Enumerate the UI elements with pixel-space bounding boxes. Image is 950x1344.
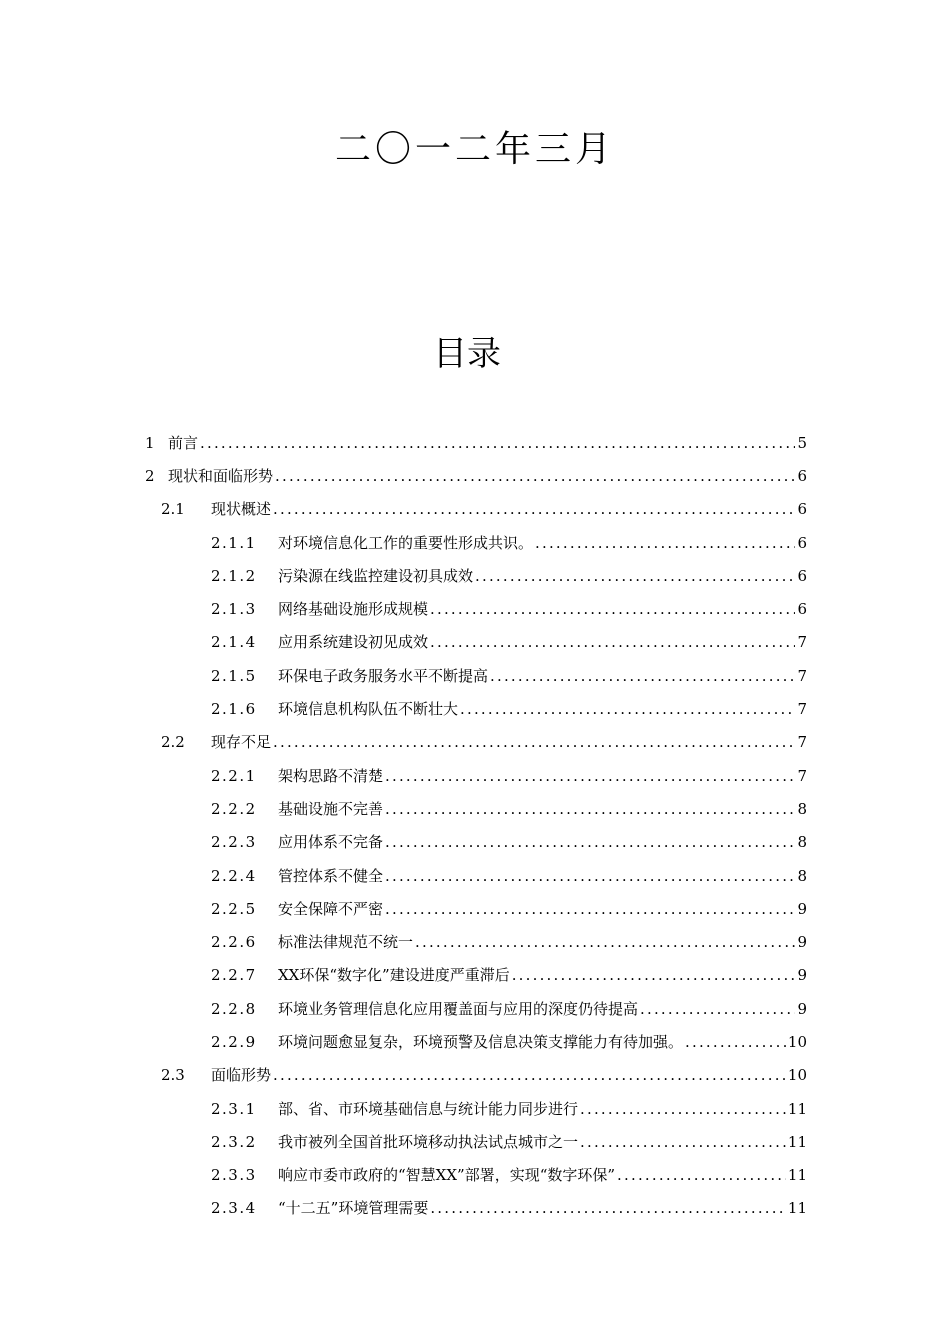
toc-entry-number: 2.2.3 bbox=[211, 833, 257, 852]
document-date: 二〇一二年三月 bbox=[334, 129, 615, 170]
toc-entry-line bbox=[168, 433, 807, 453]
toc-entry[interactable] bbox=[0, 1025, 950, 1058]
toc-entry-page: 7 bbox=[797, 733, 807, 752]
toc-entry-number: 2.3 bbox=[161, 1066, 185, 1085]
toc-entry-number: 2.2.2 bbox=[211, 799, 257, 818]
toc-entry-number: 2 bbox=[145, 466, 155, 485]
toc-entry-line bbox=[278, 899, 807, 919]
toc-dot-leader bbox=[385, 866, 795, 886]
toc-entry-page: 6 bbox=[797, 600, 807, 619]
toc-dot-leader bbox=[273, 732, 795, 752]
toc-entry-page: 6 bbox=[797, 466, 807, 485]
toc-entry[interactable] bbox=[0, 792, 950, 825]
toc-entry-line bbox=[168, 466, 807, 486]
toc-entry-number: 2.2.6 bbox=[211, 933, 257, 952]
toc-entry-line bbox=[278, 1099, 807, 1119]
toc-dot-leader bbox=[535, 533, 795, 553]
toc-entry-line bbox=[278, 1032, 807, 1052]
toc-entry-page: 7 bbox=[797, 666, 807, 685]
toc-entry-title: 污染源在线监控建设初具成效 bbox=[278, 566, 474, 585]
toc-entry-title: 环保电子政务服务水平不断提高 bbox=[278, 666, 489, 685]
toc-entry-page: 9 bbox=[797, 933, 807, 952]
table-of-contents bbox=[0, 426, 950, 1225]
toc-entry-title: 面临形势 bbox=[211, 1066, 272, 1085]
toc-entry-line bbox=[278, 632, 807, 652]
toc-entry-title: 部、省、市环境基础信息与统计能力同步进行 bbox=[278, 1099, 579, 1118]
toc-entry-title: “十二五”环境管理需要 bbox=[278, 1199, 429, 1218]
toc-entry-title: 现状概述 bbox=[211, 500, 272, 519]
toc-dot-leader bbox=[617, 1165, 786, 1185]
toc-entry-page: 9 bbox=[797, 899, 807, 918]
toc-entry[interactable] bbox=[0, 992, 950, 1025]
toc-entry-title: 基础设施不完善 bbox=[278, 799, 384, 818]
toc-entry-page: 11 bbox=[787, 1132, 807, 1151]
toc-entry-line bbox=[278, 1198, 807, 1218]
toc-entry[interactable] bbox=[0, 1125, 950, 1158]
toc-dot-leader bbox=[273, 499, 795, 519]
toc-entry-title: 网络基础设施形成规模 bbox=[278, 600, 429, 619]
toc-entry[interactable] bbox=[0, 859, 950, 892]
toc-entry[interactable] bbox=[0, 626, 950, 659]
toc-entry[interactable] bbox=[0, 426, 950, 459]
toc-entry-line bbox=[278, 599, 807, 619]
toc-dot-leader bbox=[430, 632, 795, 652]
toc-entry-title: 现状和面临形势 bbox=[168, 466, 274, 485]
toc-entry-title: XX环保“数字化”建设进度严重滞后 bbox=[278, 966, 510, 985]
toc-entry[interactable] bbox=[0, 559, 950, 592]
toc-entry-page: 7 bbox=[797, 766, 807, 785]
toc-entry-title: 对环境信息化工作的重要性形成共识。 bbox=[278, 533, 534, 552]
toc-entry-number: 2.3.4 bbox=[211, 1199, 257, 1218]
toc-dot-leader bbox=[685, 1032, 786, 1052]
toc-entry-number: 1 bbox=[145, 433, 155, 452]
toc-dot-leader bbox=[385, 899, 795, 919]
toc-entry-title: 管控体系不健全 bbox=[278, 866, 384, 885]
toc-entry-title: 环境业务管理信息化应用覆盖面与应用的深度仍待提高 bbox=[278, 999, 639, 1018]
toc-entry-page: 11 bbox=[787, 1099, 807, 1118]
toc-dot-leader bbox=[385, 832, 795, 852]
toc-dot-leader bbox=[460, 699, 795, 719]
toc-entry[interactable] bbox=[0, 1159, 950, 1192]
toc-dot-leader bbox=[640, 999, 795, 1019]
toc-entry[interactable] bbox=[0, 826, 950, 859]
toc-entry-line bbox=[211, 732, 807, 752]
toc-entry-number: 2.3.3 bbox=[211, 1166, 257, 1185]
toc-entry-page: 7 bbox=[797, 700, 807, 719]
toc-entry-title: 现存不足 bbox=[211, 733, 272, 752]
toc-dot-leader bbox=[430, 599, 795, 619]
toc-entry-line bbox=[278, 832, 807, 852]
toc-entry[interactable] bbox=[0, 526, 950, 559]
toc-entry-line bbox=[278, 999, 807, 1019]
toc-entry-title: 响应市委市政府的“智慧XX”部署，实现“数字环保” bbox=[278, 1166, 616, 1185]
toc-entry-number: 2.2.9 bbox=[211, 1032, 257, 1051]
toc-entry-page: 9 bbox=[797, 999, 807, 1018]
toc-entry[interactable] bbox=[0, 925, 950, 958]
toc-entry-number: 2.1 bbox=[161, 500, 185, 519]
toc-dot-leader bbox=[430, 1198, 786, 1218]
toc-entry[interactable] bbox=[0, 959, 950, 992]
toc-entry-page: 8 bbox=[797, 866, 807, 885]
toc-entry-title: 环境信息机构队伍不断壮大 bbox=[278, 700, 459, 719]
toc-entry-number: 2.1.5 bbox=[211, 666, 257, 685]
toc-entry-page: 9 bbox=[797, 966, 807, 985]
toc-entry[interactable] bbox=[0, 1192, 950, 1225]
toc-entry-number: 2.1.2 bbox=[211, 566, 257, 585]
toc-entry-title: 架构思路不清楚 bbox=[278, 766, 384, 785]
toc-dot-leader bbox=[580, 1099, 786, 1119]
toc-dot-leader bbox=[580, 1132, 786, 1152]
toc-entry-number: 2.2.5 bbox=[211, 899, 257, 918]
toc-entry-number: 2.3.1 bbox=[211, 1099, 257, 1118]
toc-entry-page: 11 bbox=[787, 1199, 807, 1218]
toc-entry[interactable] bbox=[0, 659, 950, 692]
toc-title: 目录 bbox=[433, 334, 501, 374]
toc-entry-line bbox=[278, 699, 807, 719]
toc-entry-line bbox=[278, 965, 807, 985]
toc-entry[interactable] bbox=[0, 592, 950, 625]
toc-dot-leader bbox=[512, 965, 796, 985]
toc-entry-line bbox=[278, 1165, 807, 1185]
toc-entry[interactable] bbox=[0, 1092, 950, 1125]
toc-entry-line bbox=[211, 499, 807, 519]
toc-entry-line bbox=[278, 766, 807, 786]
toc-entry[interactable] bbox=[0, 892, 950, 925]
toc-entry-number: 2.2.1 bbox=[211, 766, 257, 785]
toc-dot-leader bbox=[385, 766, 795, 786]
toc-entry-line bbox=[278, 566, 807, 586]
toc-entry-number: 2.2.4 bbox=[211, 866, 257, 885]
toc-entry-title: 标准法律规范不统一 bbox=[278, 933, 414, 952]
toc-entry-page: 8 bbox=[797, 799, 807, 818]
toc-entry[interactable] bbox=[0, 459, 950, 492]
toc-entry-number: 2.2.7 bbox=[211, 966, 257, 985]
toc-entry-page: 8 bbox=[797, 833, 807, 852]
toc-entry-line bbox=[278, 799, 807, 819]
toc-entry[interactable] bbox=[0, 1059, 950, 1092]
toc-entry-number: 2.3.2 bbox=[211, 1132, 257, 1151]
toc-entry-page: 5 bbox=[797, 433, 807, 452]
toc-dot-leader bbox=[385, 799, 795, 819]
toc-dot-leader bbox=[273, 1065, 786, 1085]
toc-entry-number: 2.1.4 bbox=[211, 633, 257, 652]
toc-entry-line bbox=[278, 1132, 807, 1152]
toc-entry-number: 2.2.8 bbox=[211, 999, 257, 1018]
toc-entry-title: 安全保障不严密 bbox=[278, 899, 384, 918]
toc-entry-line bbox=[211, 1065, 807, 1085]
toc-dot-leader bbox=[490, 666, 795, 686]
toc-entry-title: 我市被列全国首批环境移动执法试点城市之一 bbox=[278, 1132, 579, 1151]
toc-dot-leader bbox=[475, 566, 795, 586]
toc-entry[interactable] bbox=[0, 692, 950, 725]
toc-entry-line bbox=[278, 932, 807, 952]
toc-entry-title: 应用体系不完备 bbox=[278, 833, 384, 852]
toc-entry-page: 11 bbox=[787, 1166, 807, 1185]
toc-entry-title: 环境问题愈显复杂，环境预警及信息决策支撑能力有待加强。 bbox=[278, 1032, 684, 1051]
toc-entry-title: 应用系统建设初见成效 bbox=[278, 633, 429, 652]
toc-entry-line bbox=[278, 533, 807, 553]
toc-entry-page: 6 bbox=[797, 566, 807, 585]
toc-entry[interactable] bbox=[0, 726, 950, 759]
toc-entry-title: 前言 bbox=[168, 433, 199, 452]
toc-entry-line bbox=[278, 866, 807, 886]
toc-entry-page: 10 bbox=[787, 1032, 807, 1051]
toc-dot-leader bbox=[200, 433, 795, 453]
toc-entry-line bbox=[278, 666, 807, 686]
toc-entry[interactable] bbox=[0, 493, 950, 526]
toc-dot-leader bbox=[415, 932, 795, 952]
toc-dot-leader bbox=[275, 466, 795, 486]
toc-entry-page: 6 bbox=[797, 500, 807, 519]
toc-entry-page: 10 bbox=[787, 1066, 807, 1085]
toc-entry-number: 2.1.3 bbox=[211, 600, 257, 619]
toc-entry-number: 2.1.1 bbox=[211, 533, 257, 552]
toc-entry-number: 2.2 bbox=[161, 733, 185, 752]
toc-entry-page: 7 bbox=[797, 633, 807, 652]
toc-entry-number: 2.1.6 bbox=[211, 700, 257, 719]
toc-entry[interactable] bbox=[0, 759, 950, 792]
toc-entry-page: 6 bbox=[797, 533, 807, 552]
